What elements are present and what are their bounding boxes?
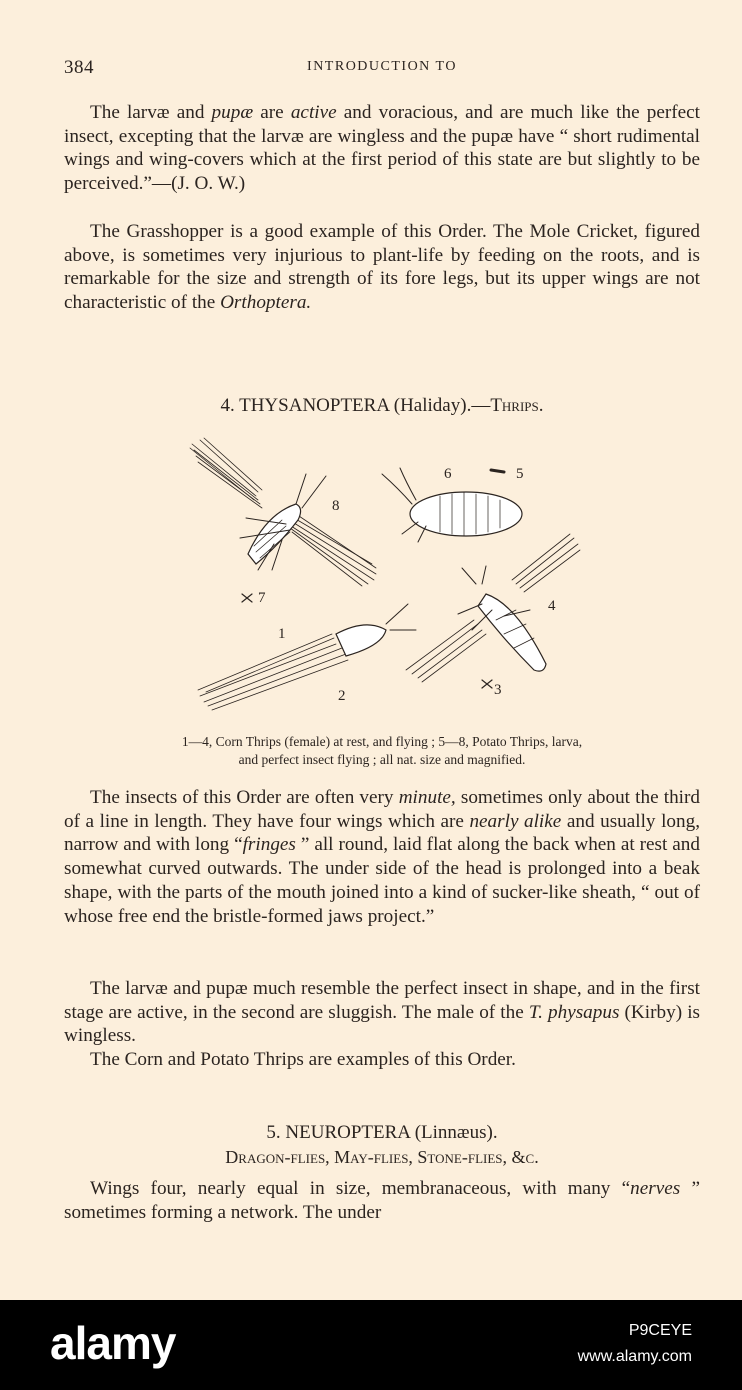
- figure-label-1: 1: [278, 626, 286, 642]
- page-number: 384: [64, 57, 94, 78]
- alamy-logo: alamy: [50, 1317, 176, 1369]
- site-url: www.alamy.com: [577, 1348, 692, 1365]
- figure-label-3: 3: [494, 682, 502, 698]
- paragraph-grasshopper: The Grasshopper is a good example of this Order. The Mole Cricket, figured above, is sometimes very injurious to plant-life by feeding on the roots, and is remarkable for the size and strength of its fore legs, but its upper wings are not characteristic of the Orthoptera.: [64, 221, 700, 314]
- thrips-1-resting-illustration: [198, 604, 416, 710]
- paragraph-order-description: The insects of this Order are often very minute, sometimes only about the third of a line in length. They have four wings which are nearly alike and usually long, narrow and with long “fringes ” all round, laid flat along the back when at rest and somewhat curved outwards. The under side of the head is prolonged into a beak shape, with the parts of the mouth joined into a kind of sucker-like sheath, “ out of whose free end the bristle-formed jaws project.”: [64, 787, 700, 927]
- paragraph-larvae-pupae: The larvæ and pupæ are active and voracious, and are much like the perfect insect, excepting that the larvæ are wingless and the pupæ have “ short rudimental wings and wing-covers which at the first period of this state are but slightly to be perceived.”—(J. O. W.): [64, 102, 700, 195]
- figure-label-5: 5: [516, 466, 524, 482]
- section-heading-thysanoptera: 4. THYSANOPTERA (Haliday).—Thrips.: [220, 395, 544, 416]
- figure-label-4: 4: [548, 598, 556, 614]
- paragraph-examples: The Corn and Potato Thrips are examples of this Order.: [90, 1049, 516, 1070]
- figure-caption: 1—4, Corn Thrips (female) at rest, and flying ; 5—8, Potato Thrips, larva, and perfect insect flying ; all nat. size and magnified.: [181, 734, 583, 767]
- paragraph-larvae-pupae-thrips: The larvæ and pupæ much resemble the perfect insect in shape, and in the first stage are active, in the second are sluggish. The male of the T. physapus (Kirby) is wingless.: [64, 978, 700, 1047]
- section-heading-neuroptera: 5. NEUROPTERA (Linnæus).: [266, 1122, 498, 1143]
- thrips-figure: [186, 434, 586, 714]
- page-header: [64, 57, 700, 79]
- figure-label-2: 2: [338, 688, 346, 704]
- section-subheading-neuroptera: Dragon-flies, May-flies, Stone-flies, &c.: [225, 1147, 539, 1167]
- thrips-illustration: [186, 434, 586, 714]
- thrips-6-larva-illustration: [382, 468, 522, 542]
- thrips-8-illustration: [190, 438, 376, 586]
- figure-label-6: 6: [444, 466, 452, 482]
- figure-label-7: 7: [258, 590, 266, 606]
- paragraph-wings: Wings four, nearly equal in size, membranaceous, with many “nerves ” sometimes forming a network. The under: [64, 1178, 700, 1223]
- figure-label-8: 8: [332, 498, 340, 514]
- watermark-footer: [0, 1300, 742, 1390]
- image-id: P9CEYE: [628, 1322, 692, 1339]
- running-head: INTRODUCTION TO: [307, 59, 457, 74]
